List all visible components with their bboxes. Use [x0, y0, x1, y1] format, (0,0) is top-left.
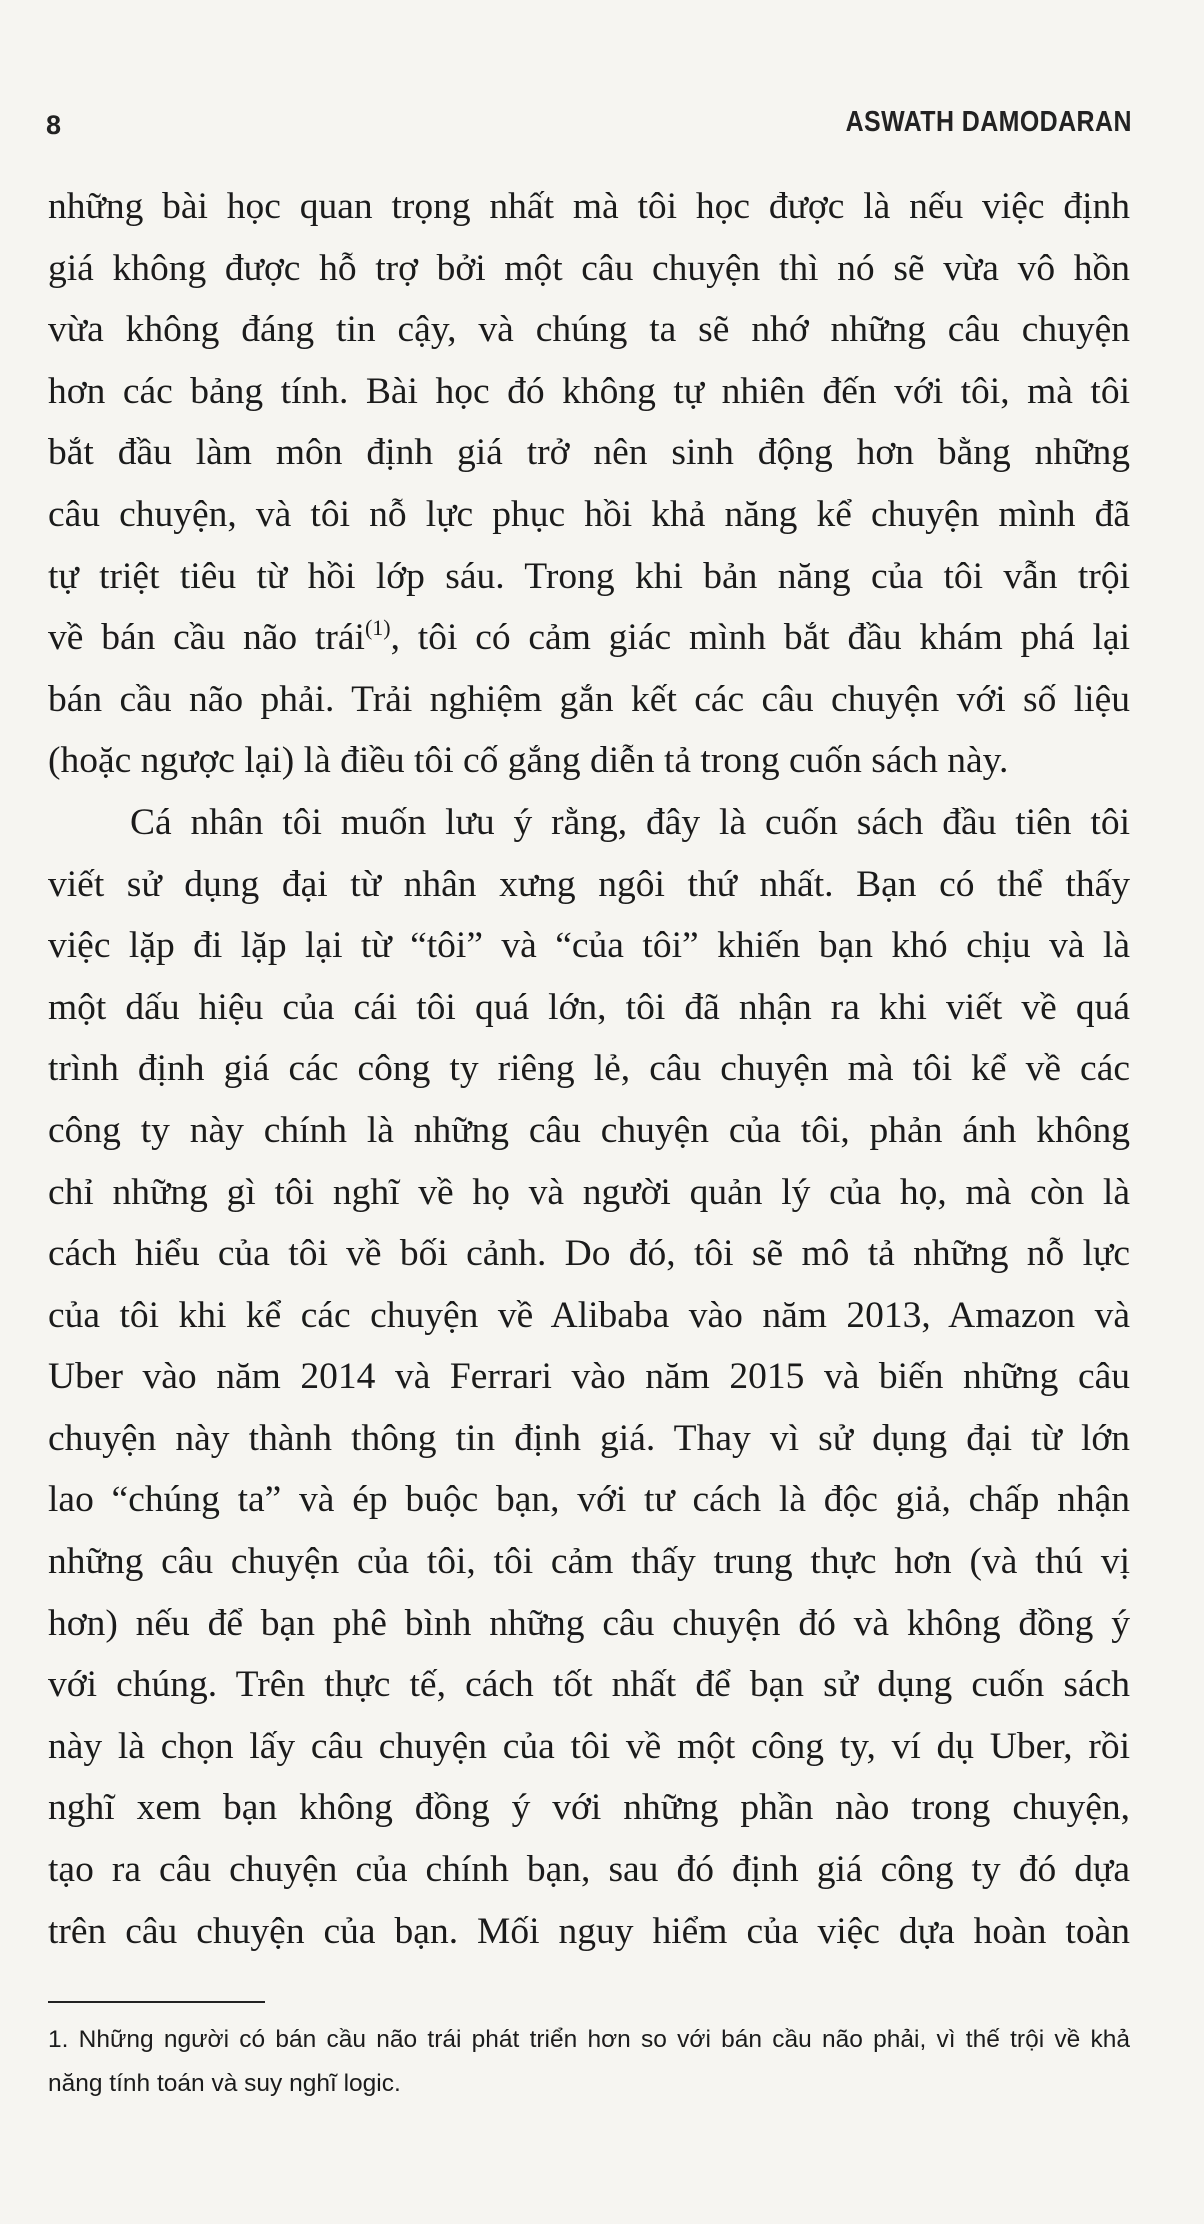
- text-line: của tôi khi kể các chuyện về Alibaba vào năm 2013, Amazon và: [48, 1294, 1130, 1336]
- text-segment: về bán cầu não trái: [48, 617, 365, 659]
- paragraph-2: [48, 792, 1130, 1962]
- paragraph-1: [48, 176, 1130, 792]
- text-line: giá không được hỗ trợ bởi một câu chuyện thì nó sẽ vừa vô hồn: [48, 247, 1130, 289]
- text-line: những câu chuyện của tôi, tôi cảm thấy trung thực hơn (và thú vị: [48, 1541, 1130, 1583]
- text-line: vừa không đáng tin cậy, và chúng ta sẽ nhớ những câu chuyện: [48, 309, 1130, 351]
- text-line: việc lặp đi lặp lại từ “tôi” và “của tôi” khiến bạn khó chịu và là: [48, 925, 1130, 967]
- text-line: Uber vào năm 2014 và Ferrari vào năm 2015 và biến những câu: [48, 1356, 1130, 1398]
- text-line: với chúng. Trên thực tế, cách tốt nhất để bạn sử dụng cuốn sách: [48, 1664, 1130, 1706]
- footnote-line: 1. Những người có bán cầu não trái phát triển hơn so với bán cầu não phải, vì thế trội về khả: [48, 2026, 1130, 2053]
- text-line: những bài học quan trọng nhất mà tôi học được là nếu việc định: [48, 186, 1130, 227]
- text-line: này là chọn lấy câu chuyện của tôi về một công ty, ví dụ Uber, rồi: [48, 1725, 1130, 1767]
- text-line: tự triệt tiêu từ hồi lớp sáu. Trong khi bản năng của tôi vẫn trội: [48, 555, 1130, 597]
- text-line: hơn) nếu để bạn phê bình những câu chuyện đó và không đồng ý: [48, 1602, 1130, 1644]
- footnote-line: năng tính toán và suy nghĩ logic.: [48, 2070, 401, 2097]
- text-line: cách hiểu của tôi về bối cảnh. Do đó, tôi sẽ mô tả những nỗ lực: [48, 1233, 1130, 1275]
- text-line: một dấu hiệu của cái tôi quá lớn, tôi đã nhận ra khi viết về quá: [48, 986, 1130, 1028]
- text-segment: , tôi có cảm giác mình bắt đầu khám phá lại: [390, 617, 1130, 659]
- footnote-reference: (1): [364, 615, 391, 641]
- footnote-divider: [48, 2001, 265, 2003]
- text-line: công ty này chính là những câu chuyện của tôi, phản ánh không: [48, 1109, 1130, 1151]
- text-line: trên câu chuyện của bạn. Mối nguy hiểm của việc dựa hoàn toàn: [48, 1910, 1130, 1952]
- text-line: (hoặc ngược lại) là điều tôi cố gắng diễn tả trong cuốn sách này.: [48, 740, 1009, 782]
- text-line: chỉ những gì tôi nghĩ về họ và người quản lý của họ, mà còn là: [48, 1171, 1130, 1213]
- text-line-with-footnote: [48, 607, 1130, 669]
- text-line: chuyện này thành thông tin định giá. Thay vì sử dụng đại từ lớn: [48, 1417, 1130, 1459]
- body-text: [48, 176, 1130, 1962]
- text-line: bắt đầu làm môn định giá trở nên sinh động hơn bằng những: [48, 432, 1130, 474]
- page-number: 8: [46, 110, 62, 140]
- text-line: tạo ra câu chuyện của chính bạn, sau đó định giá công ty đó dựa: [48, 1849, 1130, 1891]
- text-line: hơn các bảng tính. Bài học đó không tự nhiên đến với tôi, mà tôi: [48, 370, 1130, 412]
- text-line: trình định giá các công ty riêng lẻ, câu chuyện mà tôi kể về các: [48, 1048, 1130, 1090]
- text-line: bán cầu não phải. Trải nghiệm gắn kết các câu chuyện với số liệu: [48, 678, 1130, 720]
- text-line: viết sử dụng đại từ nhân xưng ngôi thứ nhất. Bạn có thể thấy: [48, 863, 1130, 905]
- text-line: lao “chúng ta” và ép buộc bạn, với tư cách là độc giả, chấp nhận: [48, 1479, 1130, 1521]
- footnote: [48, 2018, 1130, 2106]
- running-head-author: ASWATH DAMODARAN: [845, 106, 1132, 138]
- text-line: câu chuyện, và tôi nỗ lực phục hồi khả năng kể chuyện mình đã: [48, 493, 1130, 535]
- text-line: nghĩ xem bạn không đồng ý với những phần nào trong chuyện,: [48, 1787, 1130, 1829]
- text-line: Cá nhân tôi muốn lưu ý rằng, đây là cuốn sách đầu tiên tôi: [130, 801, 1130, 843]
- page-header: [46, 100, 1132, 150]
